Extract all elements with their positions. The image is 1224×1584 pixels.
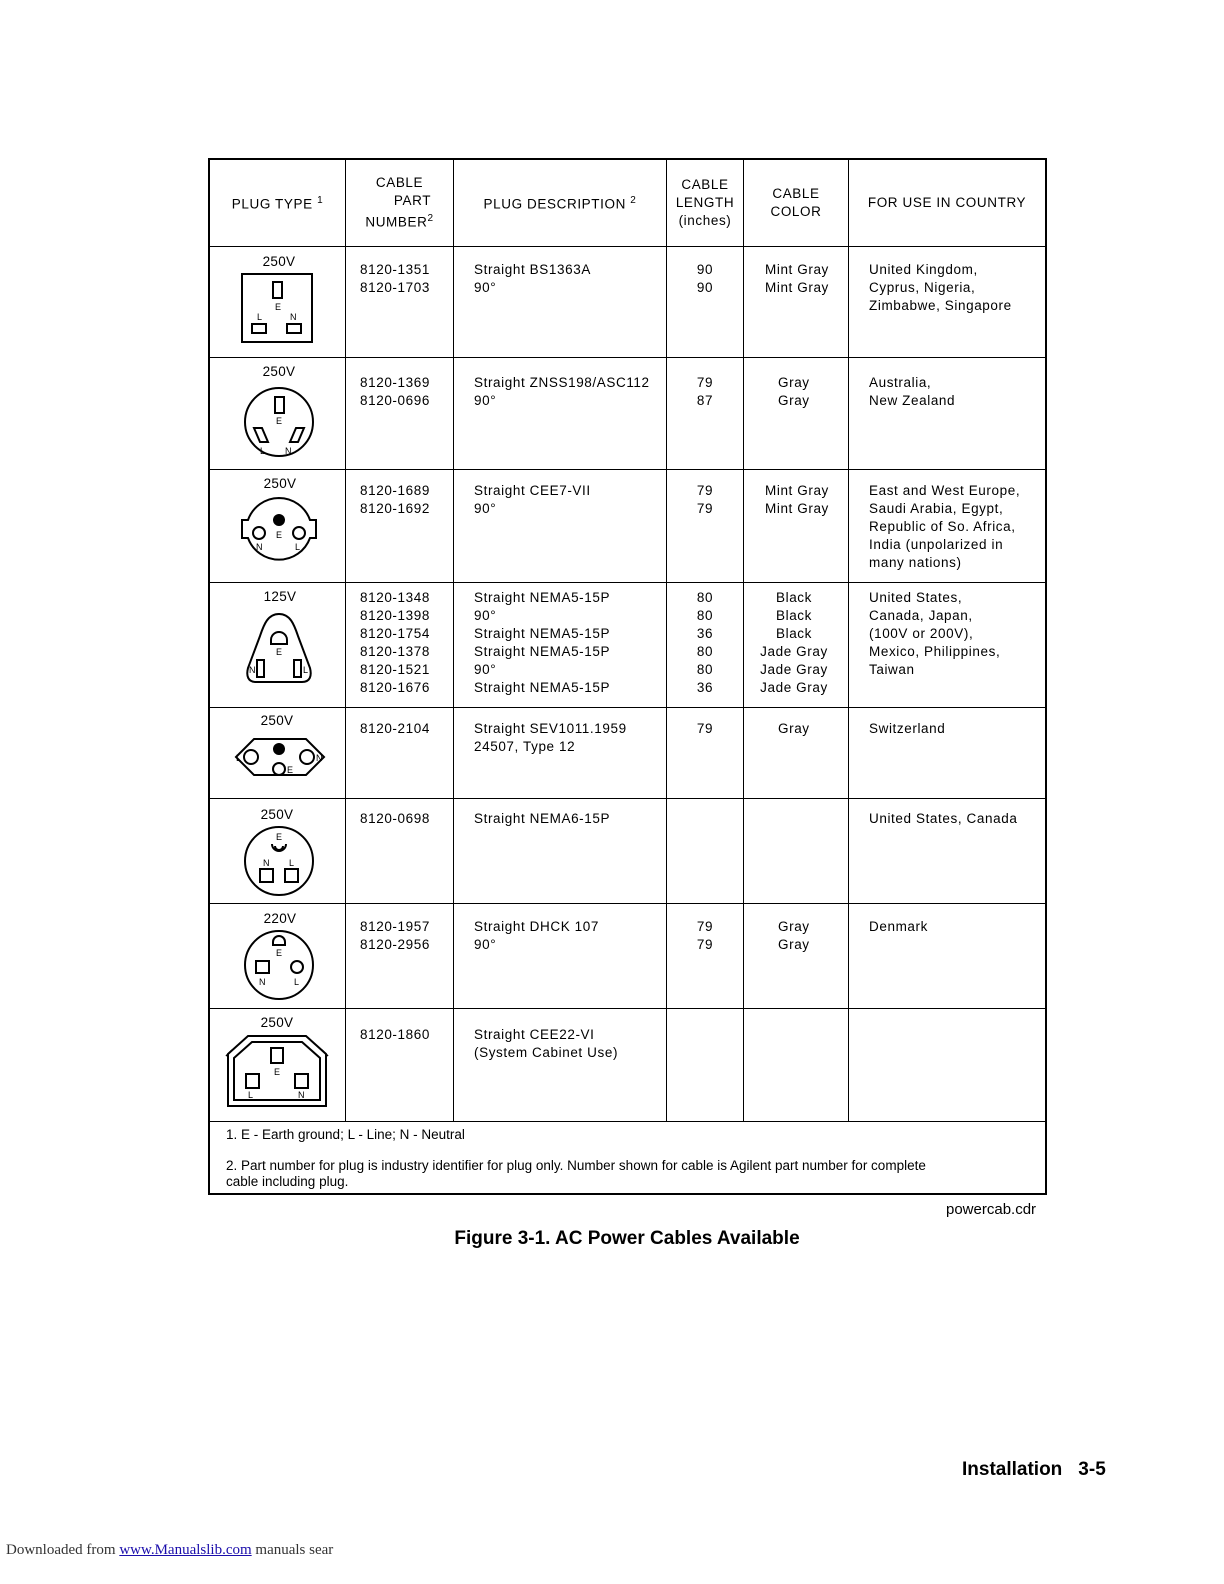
plug-descriptions: Straight NEMA5-15P 90° Straight NEMA5-15P Straight NEMA5-15P 90° Straight NEMA5-15P (474, 590, 611, 695)
part-numbers: 8120-1689 8120-1692 (360, 483, 430, 516)
svg-text:E: E (276, 832, 283, 842)
column-divider (848, 160, 849, 1122)
svg-text:L: L (260, 446, 266, 456)
plug-nema-5-15-icon (240, 610, 318, 690)
header-plug-description: PLUG DESCRIPTION $^2$ (483, 195, 637, 212)
page-footer (962, 1459, 1106, 1481)
row-divider (210, 357, 1045, 358)
cable-lengths: 79 79 (696, 483, 714, 516)
cable-lengths: 79 79 (696, 919, 714, 952)
svg-text:L: L (236, 753, 242, 763)
svg-text:N: N (256, 542, 263, 552)
cable-colors: Gray Gray (778, 375, 810, 408)
plug-voltage: 250V (260, 807, 294, 822)
plug-australia-icon (242, 384, 316, 458)
countries: United Kingdom, Cyprus, Nigeria, Zimbabwe, Singapore (869, 262, 1012, 313)
download-prefix: Downloaded from (6, 1542, 116, 1558)
countries: United States, Canada (869, 811, 1018, 826)
figure-caption: Figure 3-1. AC Power Cables Available (454, 1228, 800, 1249)
footnote-2: 2. Part number for plug is industry identifier for plug only. Number shown for cable is Agilent part number for complete cable including plug. (226, 1158, 926, 1189)
plug-descriptions: Straight CEE22-VI (System Cabinet Use) (474, 1027, 619, 1060)
svg-text:L: L (289, 858, 295, 868)
plug-voltage: 220V (263, 911, 297, 926)
section-title: Installation (962, 1459, 1063, 1480)
svg-text:N: N (298, 1090, 305, 1100)
plug-voltage: 125V (263, 589, 297, 604)
part-numbers: 8120-1351 8120-1703 (360, 262, 430, 295)
plug-descriptions: Straight SEV1011.1959 24507, Type 12 (474, 721, 627, 754)
header-part-number: CABLE PART NUMBER$^2$ (365, 175, 434, 230)
svg-text:E: E (274, 1067, 281, 1077)
part-numbers: 8120-1348 8120-1398 8120-1754 8120-1378 8120-1521 8120-1676 (360, 590, 430, 695)
row-divider (210, 1008, 1045, 1009)
cable-lengths: 80 80 36 80 80 36 (696, 590, 714, 695)
plug-nema-6-15-icon (242, 824, 316, 898)
svg-text:L: L (248, 1090, 254, 1100)
plug-voltage: 250V (260, 1015, 294, 1030)
countries: Switzerland (869, 721, 946, 736)
svg-text:L: L (294, 977, 300, 987)
plug-voltage: 250V (263, 476, 297, 491)
plug-europe-schuko-icon (236, 494, 322, 568)
manualslib-link[interactable]: www.Manualslib.com (119, 1542, 252, 1558)
row-divider (210, 707, 1045, 708)
svg-text:L: L (295, 542, 301, 552)
plug-denmark-icon (242, 928, 316, 1002)
plug-voltage: 250V (262, 254, 296, 269)
svg-text:N: N (290, 312, 297, 322)
row-divider (210, 246, 1045, 247)
column-divider (453, 160, 454, 1122)
download-notice (6, 1542, 333, 1559)
plug-descriptions: Straight CEE7-VII 90° (474, 483, 591, 516)
plug-cee22-icon (224, 1032, 330, 1110)
svg-text:E: E (275, 302, 282, 312)
svg-text:N: N (285, 446, 292, 456)
row-divider (210, 798, 1045, 799)
plug-descriptions: Straight DHCK 107 90° (474, 919, 600, 952)
plug-descriptions: Straight NEMA6-15P (474, 811, 611, 826)
svg-text:E: E (276, 530, 283, 540)
svg-text:L: L (257, 312, 263, 322)
plug-voltage: 250V (260, 713, 294, 728)
svg-text:N: N (316, 753, 323, 763)
svg-text:E: E (276, 416, 283, 426)
part-numbers: 8120-1860 (360, 1027, 430, 1042)
svg-text:L: L (303, 665, 309, 675)
svg-text:E: E (276, 948, 283, 958)
footnote-1: 1. E - Earth ground; L - Line; N - Neutral (226, 1127, 465, 1142)
svg-text:E: E (287, 765, 294, 775)
plug-uk-bs1363-icon (240, 272, 316, 346)
cable-colors: Gray Gray (778, 919, 810, 952)
power-cables-table (208, 158, 1047, 1195)
countries: United States, Canada, Japan, (100V or 200V), Mexico, Philippines, Taiwan (869, 590, 1001, 677)
cable-colors: Mint Gray Mint Gray (765, 262, 829, 295)
header-plug-type: PLUG TYPE $^1$ (231, 195, 324, 212)
cable-lengths: 90 90 (696, 262, 714, 295)
cable-lengths: 79 87 (696, 375, 714, 408)
row-divider (210, 582, 1045, 583)
download-suffix: manuals sear (255, 1542, 334, 1558)
svg-text:N: N (249, 665, 256, 675)
part-numbers: 8120-2104 (360, 721, 430, 736)
row-divider (210, 903, 1045, 904)
page-number: 3-5 (1078, 1459, 1106, 1480)
svg-text:N: N (263, 858, 270, 868)
svg-text:N: N (259, 977, 266, 987)
plug-descriptions: Straight BS1363A 90° (474, 262, 591, 295)
header-country: FOR USE IN COUNTRY (867, 195, 1027, 210)
countries: Denmark (869, 919, 928, 934)
plug-swiss-icon (228, 731, 332, 783)
part-numbers: 8120-1369 8120-0696 (360, 375, 430, 408)
cable-colors: Mint Gray Mint Gray (765, 483, 829, 516)
header-cable-color: CABLE COLOR (770, 186, 822, 219)
plug-voltage: 250V (262, 364, 296, 379)
plug-descriptions: Straight ZNSS198/ASC112 90° (474, 375, 650, 408)
source-filename: powercab.cdr (946, 1201, 1037, 1218)
countries: East and West Europe, Saudi Arabia, Egypt, Republic of So. Africa, India (unpolarized in many nations) (869, 483, 1021, 570)
header-cable-length: CABLE LENGTH (inches) (675, 177, 735, 228)
cable-lengths: 79 (696, 721, 714, 736)
svg-text:E: E (276, 647, 283, 657)
part-numbers: 8120-0698 (360, 811, 430, 826)
row-divider (210, 469, 1045, 470)
row-divider (210, 1121, 1045, 1122)
cable-colors: Black Black Black Jade Gray Jade Gray Jade Gray (760, 590, 828, 695)
column-divider (345, 160, 346, 1122)
cable-colors: Gray (778, 721, 810, 736)
countries: Australia, New Zealand (869, 375, 956, 408)
part-numbers: 8120-1957 8120-2956 (360, 919, 430, 952)
